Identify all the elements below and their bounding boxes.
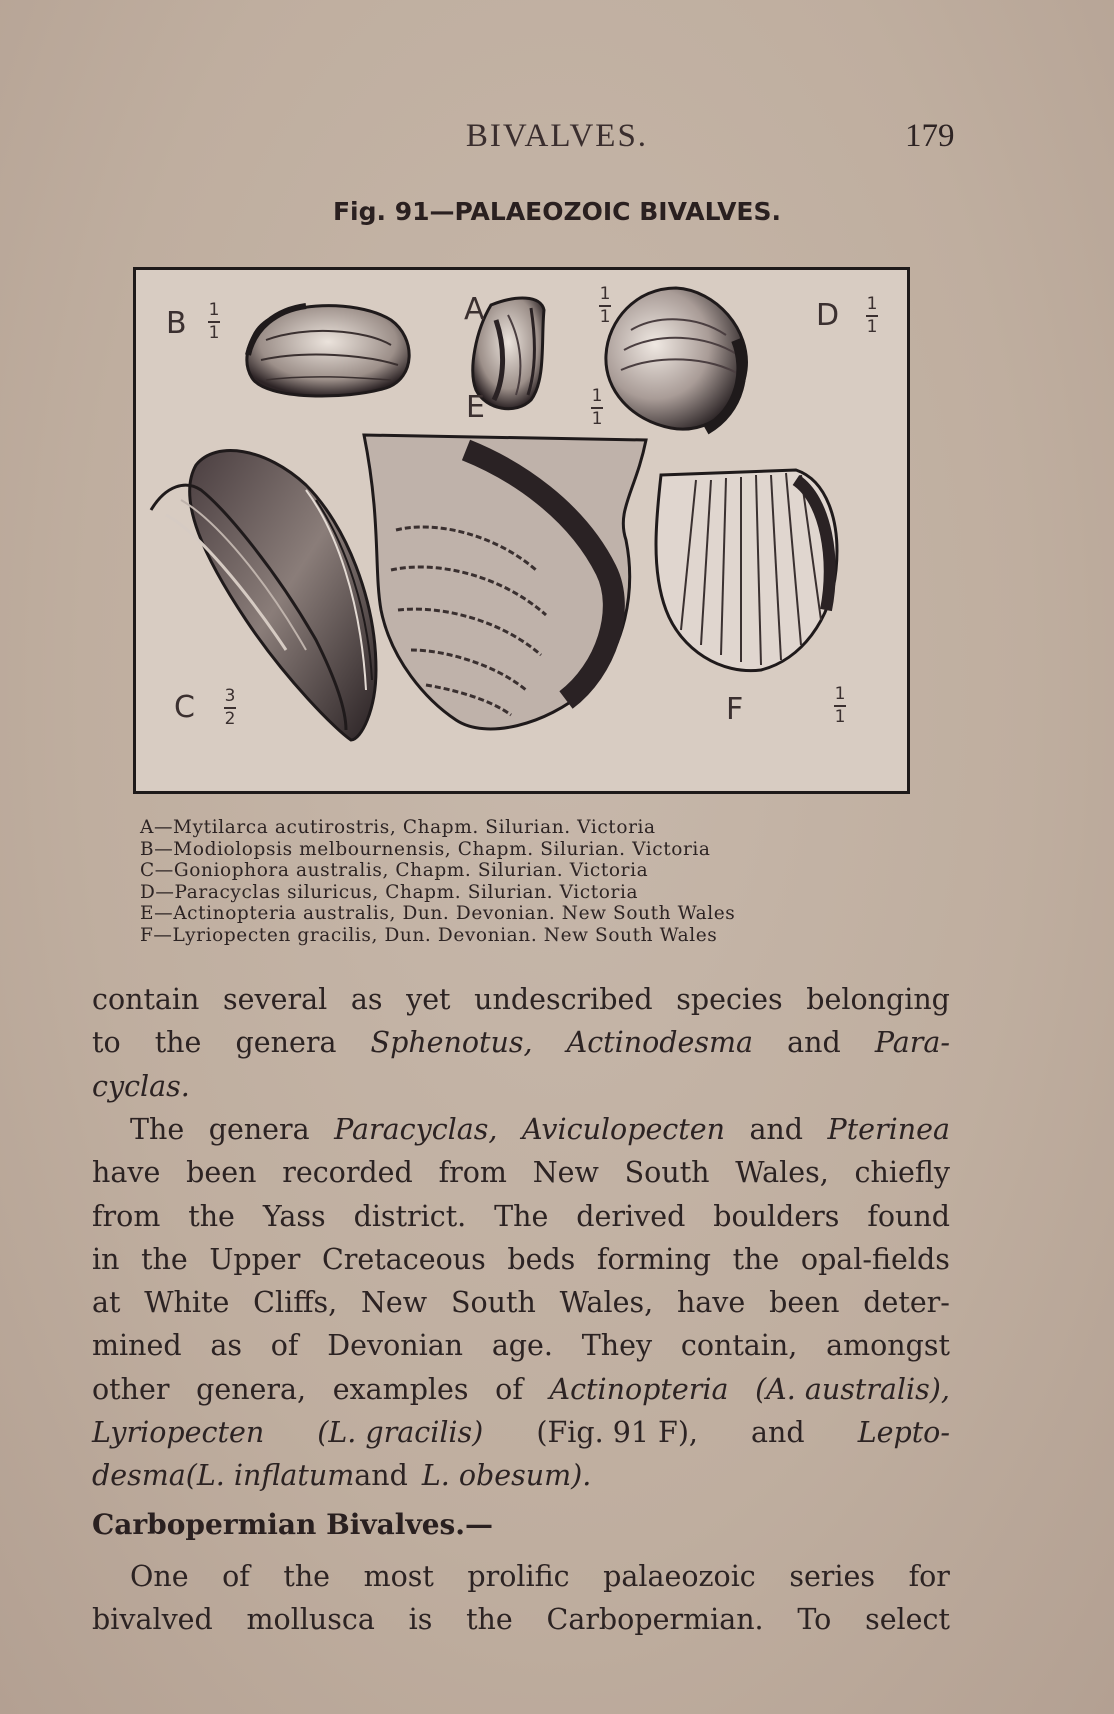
- section-heading: Carbopermian Bivalves.—: [92, 1508, 494, 1541]
- shell-d-paracyclas: [606, 288, 747, 430]
- label-d: D: [816, 298, 840, 333]
- text-line: at White Cliffs, New South Wales, have been deter-: [92, 1286, 950, 1320]
- text-line: in the Upper Cretaceous beds forming the opal-fields: [92, 1242, 950, 1276]
- paragraph-3: [92, 1555, 950, 1642]
- text-line: contain several as yet undescribed species belonging: [92, 983, 950, 1016]
- paragraph-1: [92, 978, 950, 1108]
- paragraph-2: [92, 1108, 950, 1498]
- text-line: mined as of Devonian age. They contain, amongst: [92, 1329, 950, 1363]
- scale-d: 1 1: [866, 294, 878, 337]
- label-e: E: [466, 390, 485, 425]
- scale-c: 3 2: [224, 686, 236, 729]
- page-number: 179: [905, 118, 955, 154]
- running-head: BIVALVES.: [465, 118, 649, 154]
- caption-b: B—Modiolopsis melbournensis, Chapm. Silurian. Victoria: [140, 838, 711, 860]
- caption-a: A—Mytilarca acutirostris, Chapm. Silurian. Victoria: [140, 817, 656, 838]
- text-line: to the genera Sphenotus, Actinodesma and Para-: [92, 1026, 950, 1060]
- scale-a: 1 1: [599, 284, 611, 327]
- text-line: desma (L. inflatum and L. obesum).: [92, 1459, 592, 1493]
- caption-e: E—Actinopteria australis, Dun. Devonian. New South Wales: [140, 903, 736, 924]
- figure-captions: [140, 817, 960, 946]
- text-line: Lyriopecten (L. gracilis) (Fig. 91 F), and Lepto-: [92, 1416, 950, 1450]
- scale-f: 1 1: [834, 684, 846, 727]
- label-b: B: [166, 306, 187, 341]
- caption-c: C—Goniophora australis, Chapm. Silurian. Victoria: [140, 860, 649, 881]
- label-f: F: [726, 692, 744, 727]
- shell-e-actinopteria: [364, 435, 646, 729]
- text-line: other genera, examples of Actinopteria (A. australis),: [92, 1372, 950, 1406]
- label-c: C: [174, 690, 195, 725]
- text-line: One of the most prolific palaeozoic series for: [130, 1560, 950, 1593]
- text-line: The genera Paracyclas, Aviculopecten and Pterinea: [130, 1113, 950, 1146]
- shell-f-lyriopecten: [656, 470, 837, 671]
- text-line: have been recorded from New South Wales, chiefly: [92, 1156, 950, 1190]
- scale-e: 1 1: [591, 386, 603, 429]
- text-line: bivalved mollusca is the Carbopermian. To select: [92, 1603, 950, 1637]
- bivalve-illustrations: [136, 270, 907, 791]
- scale-b: 1 1: [208, 300, 220, 343]
- caption-f: F—Lyriopecten gracilis, Dun. Devonian. New South Wales: [140, 924, 718, 946]
- figure-title: Fig. 91—PALAEOZOIC BIVALVES.: [332, 197, 782, 226]
- text-line: from the Yass district. The derived boulders found: [92, 1199, 950, 1233]
- text-line: cyclas.: [92, 1069, 190, 1103]
- caption-d: D—Paracyclas siluricus, Chapm. Silurian. Victoria: [140, 881, 639, 903]
- figure-plate: [133, 267, 910, 794]
- label-a: A: [464, 292, 485, 327]
- shell-b-modiolopsis: [247, 306, 409, 396]
